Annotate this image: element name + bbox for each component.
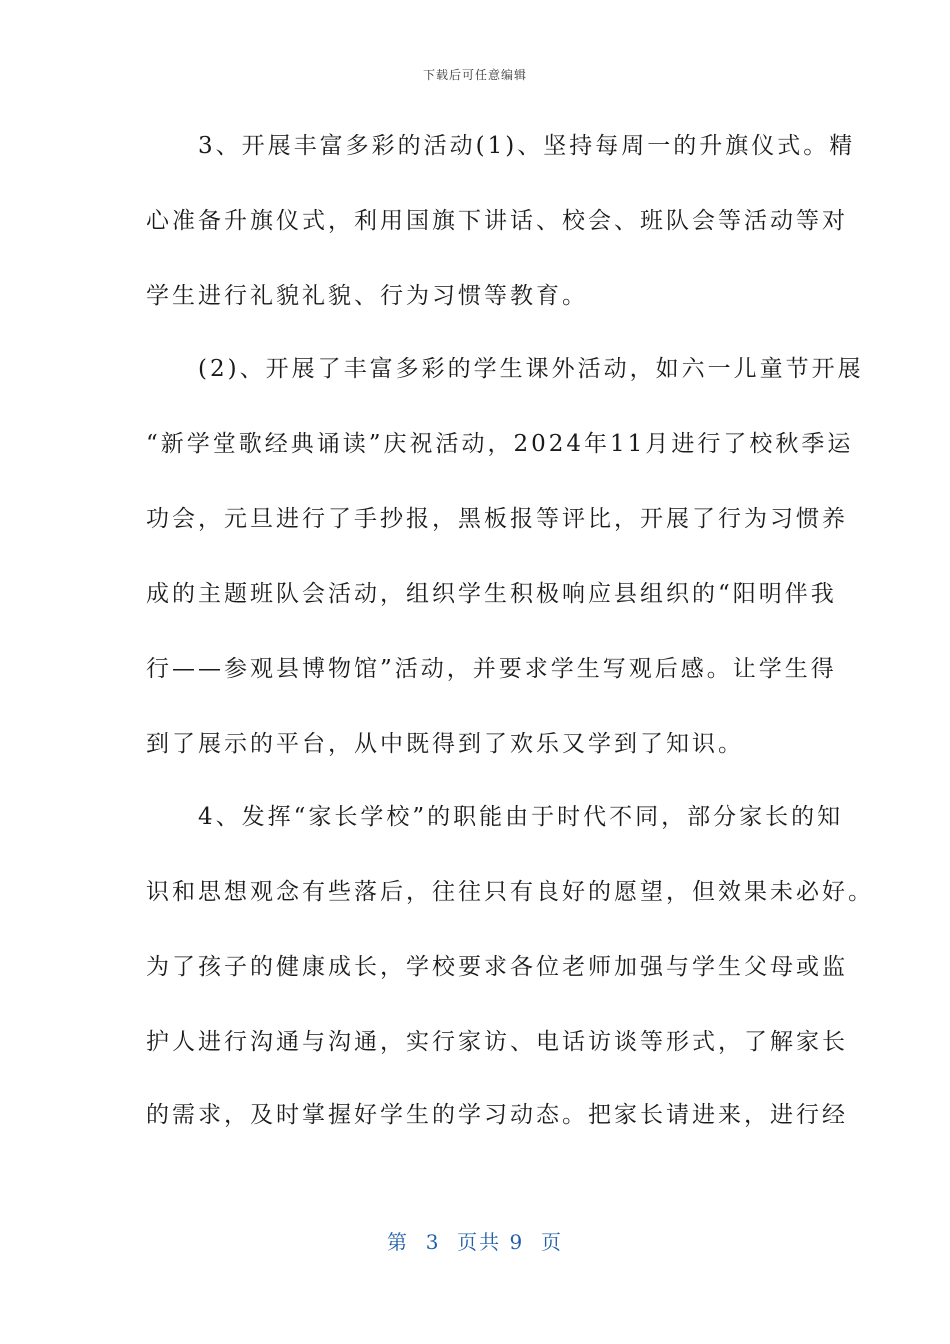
text-line: 4、发挥“家长学校”的职能由于时代不同，部分家长的知 [146, 804, 844, 830]
text-line: 学生进行礼貌礼貌、行为习惯等教育。 [146, 283, 588, 309]
page-number: 第 3 页共 9 页 [387, 1230, 563, 1254]
text-line: 护人进行沟通与沟通，实行家访、电话访谈等形式，了解家长 [146, 1029, 848, 1055]
text-line: “新学堂歌经典诵读”庆祝活动，2024年11月进行了校秋季运 [146, 431, 854, 457]
text-line: 识和思想观念有些落后，往往只有良好的愿望，但效果未必好。 [146, 879, 874, 905]
text-line: 到了展示的平台，从中既得到了欢乐又学到了知识。 [146, 731, 744, 757]
text-line: 功会，元旦进行了手抄报，黑板报等评比，开展了行为习惯养 [146, 506, 848, 532]
text-line: 成的主题班队会活动，组织学生积极响应县组织的“阳明伴我 [146, 581, 837, 607]
text-line: 的需求，及时掌握好学生的学习动态。把家长请进来，进行经 [146, 1102, 848, 1128]
text-line: 行——参观县博物馆”活动，并要求学生写观后感。让学生得 [146, 656, 837, 682]
page-header: 下载后可任意编辑 [422, 68, 527, 82]
text-line: 3、开展丰富多彩的活动(1)、坚持每周一的升旗仪式。精 [146, 133, 856, 159]
text-line: (2)、开展了丰富多彩的学生课外活动，如六一儿童节开展 [146, 356, 864, 382]
text-line: 为了孩子的健康成长，学校要求各位老师加强与学生父母或监 [146, 954, 848, 980]
text-line: 心准备升旗仪式，利用国旗下讲话、校会、班队会等活动等对 [146, 208, 848, 234]
